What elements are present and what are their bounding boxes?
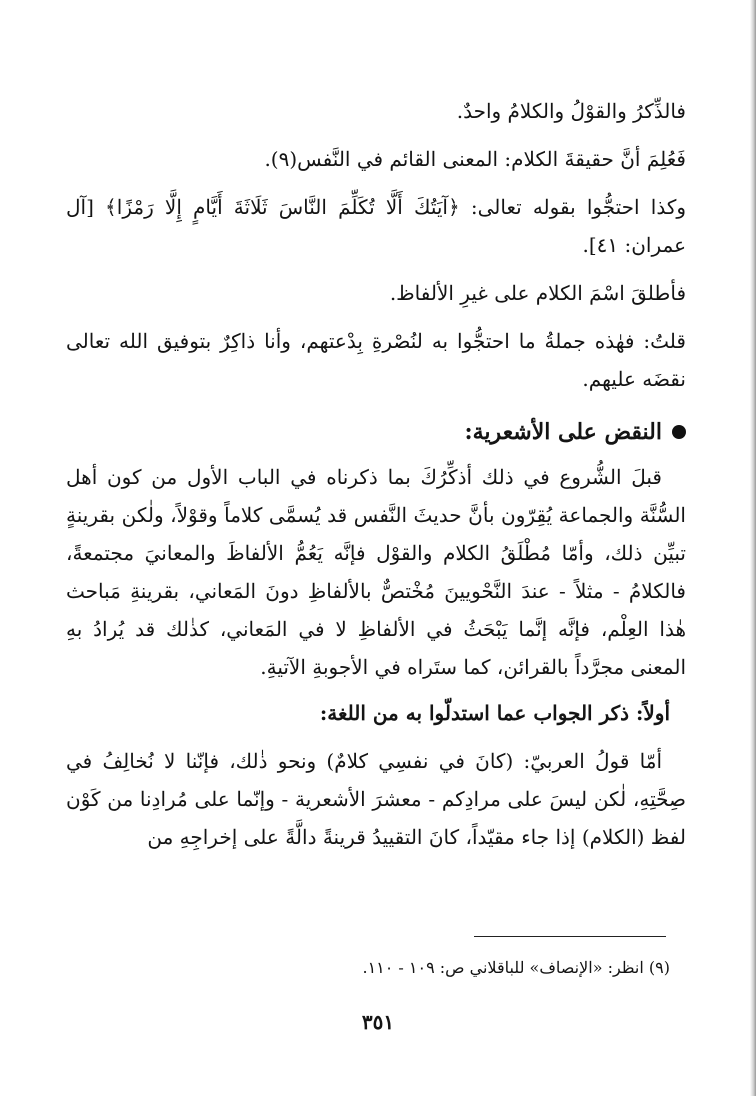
paragraph-3-quran-verse: وكذا احتجُّوا بقوله تعالى: ﴿آيَتُكَ أَلَّا تُكَلِّمَ النَّاسَ ثَلَاثَةَ أَيَّامٍ إِلَّا رَمْزًا﴾ [آل عمران: ٤١]. xyxy=(66,195,686,257)
bullet-icon xyxy=(672,425,686,439)
page-edge-shadow xyxy=(750,0,756,1096)
paragraph-6: قبلَ الشُّروع في ذلك أذكِّرُكَ بما ذكرناه في الباب الأول من كون أهل السُّنَّة والجماعة يُقِرّون بأنَّ حديثَ النَّفس قد يُسمَّى كلاماً وقوْلاً، ولٰكن بقرينةٍ تبيِّن ذلك، وأمّا مُطْلَقُ الكلام والقوْل فإنَّه يَعُمُّ الألفاظَ والمعانيَ مجتمعةً، فالكلامُ - مثلاً - عندَ النَّحْويينَ مُخْتصٌّ بالألفاظِ دونَ المَعاني، بقرينةِ مَباحث هٰذا العِلْم، فإنَّه إنَّما يَبْحَثُ في الألفاظِ لا في المَعاني، كذٰلك قد يُرادُ بهِ المعنى مجرَّداً بالقرائن، كما ستَراه في الأجوبةِ الآتيةِ. xyxy=(66,465,686,679)
paragraph-1: فالذِّكرُ والقوْلُ والكلامُ واحدٌ. xyxy=(456,99,686,123)
paragraph-5: قلتُ: فهٰذه جملةُ ما احتجُّوا به لنُصْرةِ بِدْعتهم، وأنا ذاكِرٌ بتوفيق الله تعالى نقضَه عليهم. xyxy=(66,329,686,391)
footnote: (٩) انظر: «الإنصاف» للباقلاني ص: ١٠٩ - ١١٠. xyxy=(362,958,670,977)
page-number: ٣٥١ xyxy=(361,1010,395,1034)
subheading: أولاً: ذكر الجواب عما استدلّوا به من اللغة: xyxy=(319,701,670,725)
paragraph-7: أمّا قولُ العربيّ: (كانَ في نفسِي كلامٌ) ونحو ذٰلك، فإنّنا لا نُخالِفُ في صِحَّتِهِ، لٰكن ليسَ على مرادِكم - معشرَ الأشعرية - وإنّما على مُرادِنا من كَوْن لفظ (الكلام) إذا جاء مقيّداً، كانَ التقييدُ قرينةً دالَّةً على إخراجِهِ من xyxy=(66,749,686,849)
paragraph-2: فَعُلِمَ أنَّ حقيقةَ الكلام: المعنى القائم في النَّفس(٩). xyxy=(264,147,686,171)
section-heading-text: النقض على الأشعرية: xyxy=(464,419,662,445)
main-text xyxy=(66,92,686,856)
section-heading xyxy=(66,412,686,452)
footnote-divider xyxy=(474,936,666,937)
paragraph-4: فأطلقَ اسْمَ الكلام على غيرِ الألفاظ. xyxy=(389,281,686,305)
